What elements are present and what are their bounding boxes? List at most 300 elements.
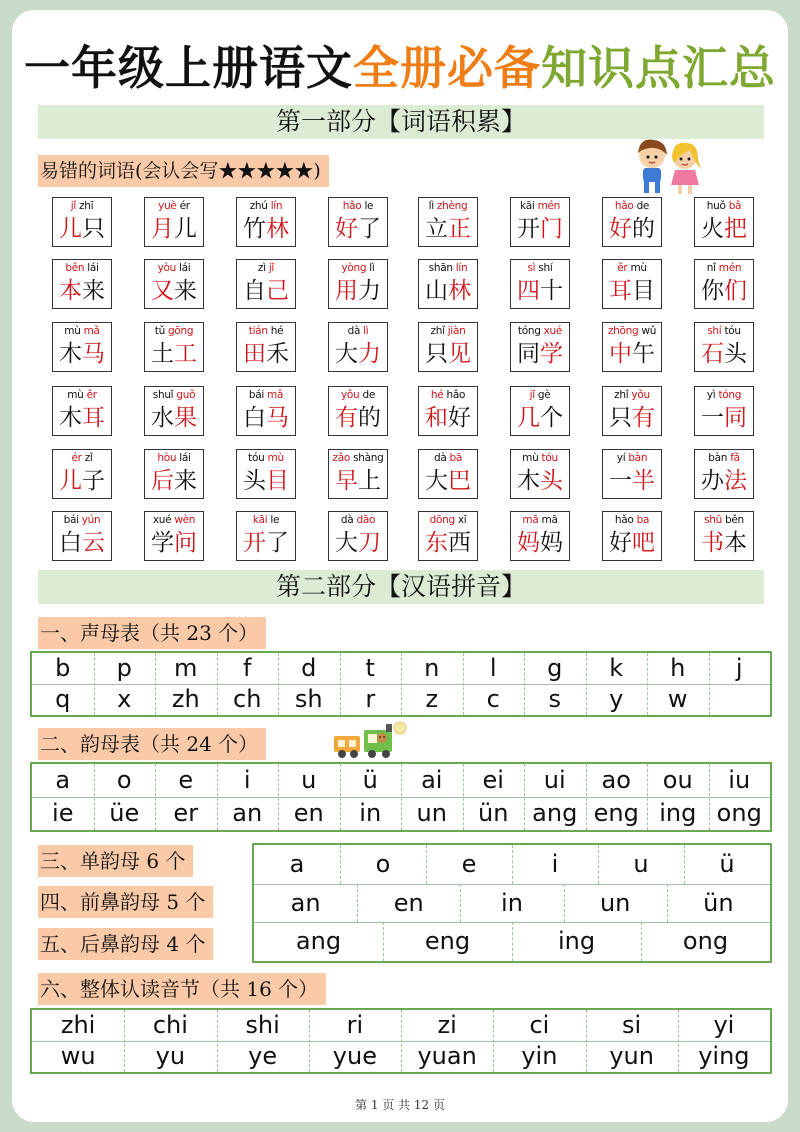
word-characters [53, 465, 111, 497]
hanzi-1: 大 [425, 468, 448, 494]
pinyin-syllable-1: mù [522, 452, 539, 464]
pinyin-cell: en [393, 888, 424, 917]
hanzi-2: 儿 [174, 216, 197, 242]
pinyin-cell: ying [698, 1042, 750, 1070]
pinyin-syllable-1: bái [63, 514, 79, 526]
word-card [236, 322, 296, 372]
pinyin-cell: ie [52, 799, 74, 827]
hanzi-1: 大 [335, 530, 358, 556]
hanzi-2: 法 [724, 468, 747, 494]
pinyin-syllable-1: tóng [517, 325, 541, 337]
pinyin-cell: u [633, 850, 649, 878]
pinyin-cell: r [365, 685, 376, 713]
yunmu-table [30, 762, 772, 832]
word-pinyin [511, 261, 569, 275]
pinyin-syllable-1: yòng [341, 262, 367, 274]
word-characters [53, 527, 111, 559]
pinyin-cell: ün [703, 888, 734, 917]
pinyin-syllable-1: huǒ [706, 200, 726, 212]
pinyin-syllable-2: lái [179, 262, 191, 274]
shengmu-table [30, 651, 772, 717]
hanzi-1: 头 [243, 468, 266, 494]
hanzi-1: 白 [59, 530, 82, 556]
pinyin-syllable-2: xī [457, 514, 467, 526]
pinyin-cell: en [293, 799, 324, 827]
hanzi-2: 禾 [266, 341, 289, 367]
zhengti-label: 六、整体认读音节（共 16 个） [38, 973, 326, 1005]
pinyin-syllable-1: jǐ [70, 200, 76, 212]
pinyin-cell: in [359, 799, 382, 827]
pinyin-cell: m [174, 654, 198, 682]
hanzi-1: 一 [701, 405, 724, 431]
hanzi-2: 工 [174, 341, 197, 367]
pinyin-syllable-1: běn [65, 262, 85, 274]
word-card [52, 511, 112, 561]
page-title [0, 40, 800, 96]
pinyin-cell: ong [682, 927, 729, 956]
word-card [602, 197, 662, 247]
pinyin-syllable-1: ěr [617, 262, 628, 274]
hanzi-2: 上 [358, 468, 381, 494]
hanzi-1: 开 [243, 530, 266, 556]
pinyin-syllable-1: shū [704, 514, 722, 526]
word-pinyin [419, 261, 477, 275]
hanzi-1: 土 [151, 341, 174, 367]
pinyin-cell: p [116, 654, 132, 682]
pinyin-syllable-1: zǎo [332, 452, 351, 464]
hanzi-1: 同 [517, 341, 540, 367]
hanzi-2: 好 [448, 405, 471, 431]
word-card [236, 511, 296, 561]
word-characters [603, 275, 661, 307]
pinyin-syllable-1: zhōng [607, 325, 639, 337]
word-card [418, 197, 478, 247]
pinyin-cell: ü [362, 766, 378, 794]
hanzi-1: 妈 [517, 530, 540, 556]
title-part3: 知识点汇总 [541, 41, 776, 95]
word-card [144, 449, 204, 499]
pinyin-cell: zh [171, 685, 200, 713]
hanzi-2: 马 [82, 341, 105, 367]
pinyin-cell: an [290, 888, 321, 917]
pinyin-cell: ye [248, 1042, 278, 1070]
pinyin-syllable-2: dāo [356, 514, 376, 526]
pinyin-cell: w [667, 685, 688, 713]
pinyin-syllable-2: bā [449, 452, 463, 464]
word-characters [511, 527, 569, 559]
word-pinyin [53, 261, 111, 275]
pinyin-syllable-2: yún [81, 514, 101, 526]
hanzi-2: 林 [266, 216, 289, 242]
pinyin-cell: eng [593, 799, 639, 827]
hanzi-2: 正 [448, 216, 471, 242]
pinyin-cell: h [670, 654, 686, 682]
pinyin-syllable-1: hǎo [614, 200, 634, 212]
hanzi-2: 头 [724, 341, 747, 367]
pinyin-syllable-1: zhǐ [430, 325, 445, 337]
pinyin-syllable-2: lái [87, 262, 99, 274]
word-card [52, 322, 112, 372]
word-characters [511, 465, 569, 497]
hanzi-2: 巴 [448, 468, 471, 494]
word-pinyin [695, 261, 753, 275]
pinyin-cell: yi [713, 1011, 735, 1039]
word-pinyin [329, 199, 387, 213]
word-pinyin [603, 513, 661, 527]
pinyin-cell: e [461, 850, 477, 878]
title-part1: 一年级上册语文 [24, 41, 353, 95]
pinyin-syllable-2: mén [718, 262, 742, 274]
pinyin-cell: c [486, 685, 500, 713]
word-card [418, 386, 478, 436]
word-card [602, 511, 662, 561]
pinyin-syllable-2: hǎo [446, 389, 466, 401]
word-characters [329, 527, 387, 559]
word-characters [695, 213, 753, 245]
word-card [510, 259, 570, 309]
pinyin-syllable-2: lì [369, 262, 375, 274]
hanzi-2: 来 [174, 468, 197, 494]
hanzi-1: 水 [151, 405, 174, 431]
pinyin-cell: ou [662, 766, 693, 794]
pinyin-cell: an [232, 799, 263, 827]
pinyin-syllable-2: xué [543, 325, 563, 337]
hanzi-2: 见 [448, 341, 471, 367]
pinyin-syllable-2: tóng [718, 389, 742, 401]
hanzi-2: 们 [724, 278, 747, 304]
pinyin-cell: ing [557, 927, 596, 956]
hanzi-1: 山 [425, 278, 448, 304]
hanzi-1: 耳 [609, 278, 632, 304]
word-card [236, 259, 296, 309]
pinyin-syllable-1: tián [248, 325, 268, 337]
word-card [328, 197, 388, 247]
word-characters [603, 527, 661, 559]
pinyin-cell: b [55, 654, 71, 682]
word-card [418, 259, 478, 309]
hanzi-1: 白 [243, 405, 266, 431]
pinyin-syllable-1: yòu [157, 262, 176, 274]
pinyin-cell: zi [437, 1011, 457, 1039]
pinyin-cell: iu [728, 766, 751, 794]
word-characters [603, 465, 661, 497]
hanzi-2: 只 [82, 216, 105, 242]
pinyin-syllable-2: de [636, 200, 650, 212]
word-characters [53, 275, 111, 307]
pinyin-cell: g [547, 654, 563, 682]
hanzi-2: 林 [448, 278, 471, 304]
pinyin-syllable-2: tóu [541, 452, 558, 464]
word-characters [511, 402, 569, 434]
pinyin-syllable-2: lì [363, 325, 369, 337]
word-card [328, 386, 388, 436]
word-characters [237, 338, 295, 370]
hanzi-1: 一 [609, 468, 632, 494]
word-card [694, 449, 754, 499]
hanzi-1: 有 [335, 405, 358, 431]
word-characters [511, 338, 569, 370]
pinyin-syllable-1: hǎo [614, 514, 634, 526]
pinyin-syllable-1: nǐ [706, 262, 716, 274]
hanzi-1: 东 [425, 530, 448, 556]
qian-bi-yunmu-label: 四、前鼻韵母 5 个 [38, 886, 213, 918]
pinyin-syllable-2: shí [538, 262, 553, 274]
hanzi-1: 又 [151, 278, 174, 304]
word-pinyin [237, 324, 295, 338]
word-pinyin [145, 261, 203, 275]
pinyin-cell: ao [601, 766, 631, 794]
pinyin-syllable-2: běn [725, 514, 744, 526]
hanzi-2: 问 [174, 530, 197, 556]
hanzi-2: 午 [632, 341, 655, 367]
pinyin-cell: in [501, 888, 523, 917]
pinyin-cell: ai [421, 766, 443, 794]
word-pinyin [695, 513, 753, 527]
pinyin-cell: yin [521, 1042, 558, 1070]
hanzi-1: 木 [59, 405, 82, 431]
word-characters [237, 465, 295, 497]
dan-yunmu-label: 三、单韵母 6 个 [38, 845, 193, 877]
pinyin-cell: x [117, 685, 132, 713]
pinyin-syllable-1: dà [347, 325, 361, 337]
hanzi-1: 大 [335, 341, 358, 367]
hanzi-2: 了 [358, 216, 381, 242]
pinyin-syllable-2: jiàn [447, 325, 466, 337]
pinyin-syllable-1: yì [706, 389, 716, 401]
hou-bi-yunmu-label: 五、后鼻韵母 4 个 [38, 928, 213, 960]
word-characters [237, 402, 295, 434]
pinyin-syllable-2: lín [270, 200, 283, 212]
pinyin-syllable-1: ér [71, 452, 82, 464]
shengmu-label: 一、声母表（共 23 个） [38, 617, 266, 649]
word-characters [419, 527, 477, 559]
hanzi-1: 好 [609, 216, 632, 242]
pinyin-cell: ü [719, 850, 735, 878]
hanzi-2: 个 [540, 405, 563, 431]
pinyin-syllable-2: guǒ [176, 389, 196, 401]
hanzi-1: 儿 [59, 216, 82, 242]
word-card [418, 322, 478, 372]
word-characters [145, 338, 203, 370]
hanzi-1: 用 [335, 278, 358, 304]
pinyin-syllable-1: kāi [519, 200, 535, 212]
word-pinyin [145, 324, 203, 338]
hanzi-2: 耳 [82, 405, 105, 431]
pinyin-cell: un [599, 888, 631, 917]
pinyin-syllable-2: lái [179, 452, 191, 464]
word-characters [695, 527, 753, 559]
hanzi-1: 办 [701, 468, 724, 494]
pinyin-cell: eng [424, 927, 471, 956]
hanzi-1: 早 [335, 468, 358, 494]
hanzi-1: 石 [701, 341, 724, 367]
word-card [694, 322, 754, 372]
word-characters [145, 275, 203, 307]
word-card [602, 322, 662, 372]
hanzi-2: 本 [724, 530, 747, 556]
pinyin-cell: o [116, 766, 132, 794]
hanzi-1: 只 [425, 341, 448, 367]
word-pinyin [237, 261, 295, 275]
word-characters [53, 402, 111, 434]
word-card [236, 386, 296, 436]
word-characters [145, 402, 203, 434]
word-card [236, 197, 296, 247]
pinyin-syllable-1: lì [428, 200, 434, 212]
word-card [418, 449, 478, 499]
hanzi-1: 书 [701, 530, 724, 556]
pinyin-cell: d [301, 654, 317, 682]
pinyin-syllable-2: ba [636, 514, 650, 526]
hanzi-2: 的 [632, 216, 655, 242]
pinyin-cell: ei [482, 766, 504, 794]
zhengti-table [30, 1008, 772, 1074]
pinyin-cell: ri [346, 1011, 364, 1039]
word-card [694, 259, 754, 309]
hanzi-1: 木 [59, 341, 82, 367]
word-card [694, 511, 754, 561]
word-characters [695, 465, 753, 497]
pinyin-syllable-1: jǐ [529, 389, 535, 401]
word-characters [329, 402, 387, 434]
word-card [510, 197, 570, 247]
word-pinyin [511, 199, 569, 213]
hanzi-2: 有 [632, 405, 655, 431]
word-characters [419, 402, 477, 434]
word-pinyin [53, 388, 111, 402]
hanzi-2: 力 [358, 341, 381, 367]
pinyin-cell: j [735, 654, 743, 682]
word-card [144, 386, 204, 436]
word-card [602, 449, 662, 499]
hanzi-1: 立 [425, 216, 448, 242]
pinyin-syllable-2: gè [537, 389, 551, 401]
word-pinyin [329, 261, 387, 275]
word-pinyin [145, 388, 203, 402]
word-characters [695, 275, 753, 307]
word-characters [329, 465, 387, 497]
word-card [52, 449, 112, 499]
pinyin-cell: o [375, 850, 391, 878]
word-card [144, 259, 204, 309]
word-card [328, 511, 388, 561]
pinyin-syllable-2: zhī [79, 200, 94, 212]
pinyin-syllable-2: gōng [168, 325, 194, 337]
word-pinyin [53, 324, 111, 338]
hanzi-2: 力 [358, 278, 381, 304]
pinyin-syllable-1: kāi [252, 514, 268, 526]
hanzi-1: 本 [59, 278, 82, 304]
hanzi-1: 后 [151, 468, 174, 494]
word-card [328, 322, 388, 372]
word-characters [419, 465, 477, 497]
pinyin-syllable-1: dōng [429, 514, 455, 526]
hanzi-2: 马 [266, 405, 289, 431]
pinyin-cell: a [55, 766, 71, 794]
pinyin-cell: i [243, 766, 251, 794]
hanzi-1: 和 [425, 405, 448, 431]
pinyin-cell: yue [332, 1042, 377, 1070]
word-characters [145, 465, 203, 497]
pinyin-cell: ci [529, 1011, 550, 1039]
word-pinyin [329, 388, 387, 402]
pinyin-syllable-2: hé [270, 325, 284, 337]
hanzi-1: 儿 [59, 468, 82, 494]
pinyin-syllable-2: mén [537, 200, 561, 212]
hanzi-2: 己 [266, 278, 289, 304]
pinyin-cell: k [609, 654, 624, 682]
word-pinyin [53, 199, 111, 213]
word-pinyin [419, 324, 477, 338]
pinyin-syllable-1: xué [152, 514, 172, 526]
word-card [694, 197, 754, 247]
pinyin-cell: n [424, 654, 440, 682]
pinyin-syllable-2: mǎ [83, 325, 100, 337]
words-label: 易错的词语(会认会写★★★★★) [38, 155, 329, 187]
word-pinyin [419, 199, 477, 213]
section2-title: 第二部分【汉语拼音】 [38, 570, 764, 604]
pinyin-cell: q [55, 685, 71, 713]
yunmu-label: 二、韵母表（共 24 个） [38, 728, 266, 760]
word-characters [603, 338, 661, 370]
pinyin-syllable-1: mù [64, 325, 81, 337]
pinyin-syllable-2: bàn [628, 452, 648, 464]
word-characters [329, 213, 387, 245]
pinyin-syllable-1: mā [522, 514, 539, 526]
pinyin-syllable-1: shí [707, 325, 722, 337]
word-pinyin [603, 199, 661, 213]
pinyin-syllable-1: shān [428, 262, 453, 274]
pinyin-cell: shi [245, 1011, 280, 1039]
word-pinyin [511, 451, 569, 465]
word-pinyin [237, 513, 295, 527]
section1-title: 第一部分【词语积累】 [38, 105, 764, 139]
word-pinyin [511, 324, 569, 338]
word-characters [145, 213, 203, 245]
pinyin-cell: y [609, 685, 624, 713]
pinyin-cell: u [301, 766, 317, 794]
word-characters [603, 402, 661, 434]
hanzi-2: 十 [540, 278, 563, 304]
pinyin-cell: ui [543, 766, 566, 794]
pinyin-syllable-1: hǎo [342, 200, 362, 212]
word-card [510, 322, 570, 372]
word-pinyin [603, 388, 661, 402]
word-pinyin [419, 513, 477, 527]
pinyin-syllable-2: ěr [86, 389, 97, 401]
pinyin-syllable-2: fǎ [730, 452, 740, 464]
pinyin-syllable-2: le [270, 514, 280, 526]
word-pinyin [603, 451, 661, 465]
pinyin-cell: ong [716, 799, 762, 827]
pinyin-syllable-1: yǒu [341, 389, 360, 401]
word-pinyin [511, 388, 569, 402]
kids-illustration-icon [630, 135, 710, 197]
pinyin-cell: zhi [60, 1011, 96, 1039]
word-characters [53, 338, 111, 370]
word-card [144, 511, 204, 561]
word-characters [329, 338, 387, 370]
word-pinyin [237, 388, 295, 402]
pinyin-cell: si [622, 1011, 642, 1039]
hanzi-1: 木 [517, 468, 540, 494]
word-characters [237, 213, 295, 245]
word-card [602, 259, 662, 309]
word-card [602, 386, 662, 436]
word-characters [511, 213, 569, 245]
pinyin-cell: er [173, 799, 199, 827]
word-characters [695, 402, 753, 434]
